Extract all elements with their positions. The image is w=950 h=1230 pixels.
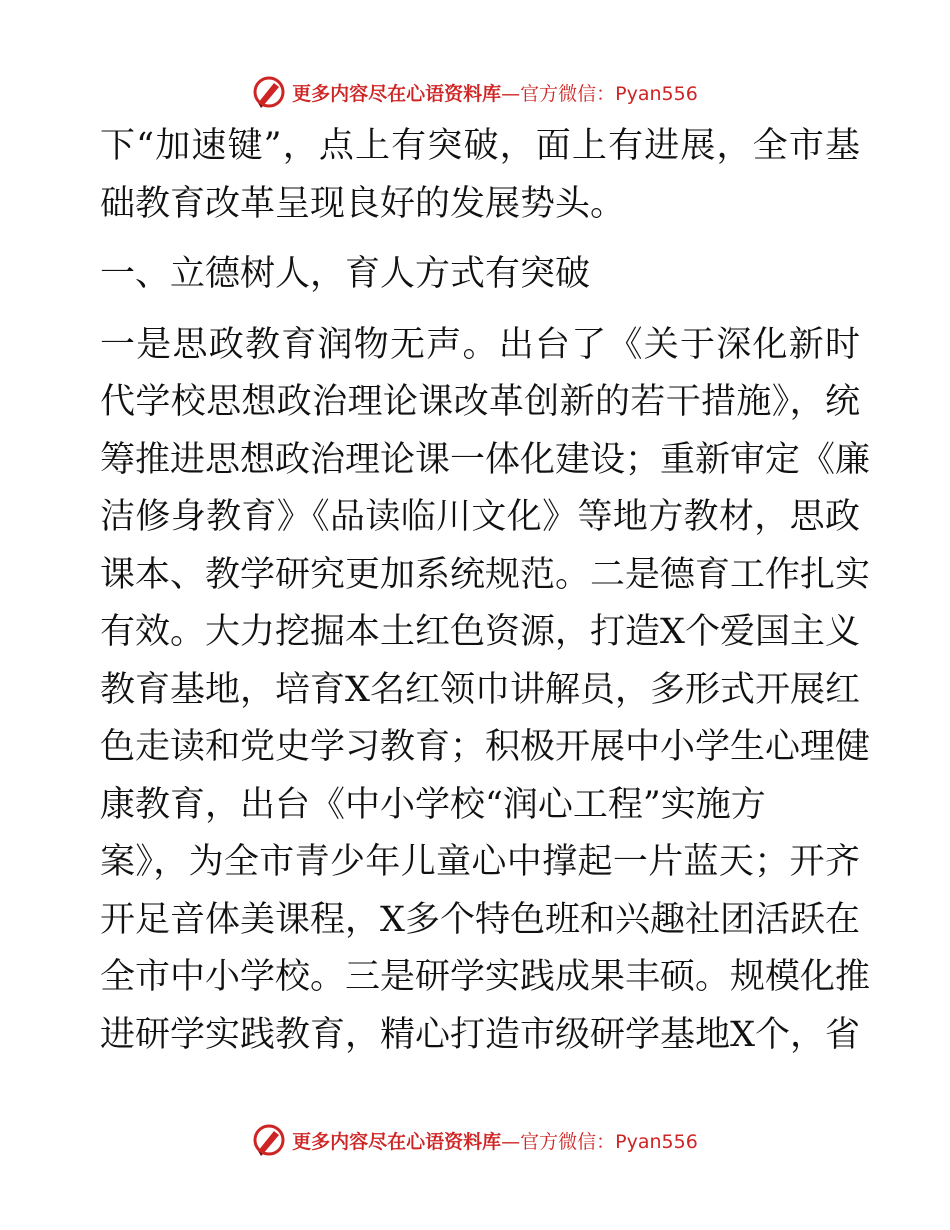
body-line-15: 全市中小学校。三是研学实践成果丰硕。规模化推 (100, 957, 871, 997)
header-banner-wechat: 官方微信：Pyan556 (520, 82, 698, 105)
header-banner (0, 72, 950, 112)
body-line-14: 开足音体美课程，X多个特色班和兴趣社团活跃在 (100, 899, 860, 940)
header-banner-title: 更多内容尽在心语资料库 (292, 82, 502, 105)
header-banner-separator: — (501, 82, 521, 105)
header-banner-text (292, 79, 698, 106)
body-line-13: 案》，为全市青少年儿童心中撑起一片蓝天；开齐 (100, 842, 860, 882)
body-line-10: 教育基地，培育X名红领巾讲解员，多形式开展红 (100, 669, 860, 710)
footer-banner-text (292, 1127, 698, 1154)
body-line-8: 课本、教学研究更加系统规范。二是德育工作扎实 (100, 554, 871, 595)
pen-logo-icon (252, 1123, 286, 1157)
body-line-2: 础教育改革呈现良好的发展势头。 (100, 183, 626, 224)
footer-banner-wechat: 官方微信：Pyan556 (520, 1130, 698, 1153)
section-heading: 一、立德树人，育人方式有突破 (100, 254, 591, 294)
body-line-4: 一是思政教育润物无声。出台了《关于深化新时 (100, 324, 860, 365)
body-line-6: 筹推进思想政治理论课一体化建设；重新审定《廉 (100, 439, 871, 480)
footer-banner-separator: — (501, 1130, 521, 1153)
document-body (100, 118, 871, 1064)
footer-banner (0, 1120, 950, 1160)
body-line-16: 进研学实践教育，精心打造市级研学基地X个，省 (100, 1014, 860, 1055)
pen-logo-icon (252, 75, 286, 109)
body-line-11: 色走读和党史学习教育；积极开展中小学生心理健 (100, 727, 871, 767)
body-line-1: 下“加速键”，点上有突破，面上有进展，全市基 (100, 126, 860, 166)
body-line-7: 洁修身教育》《品读临川文化》等地方教材，思政 (100, 497, 860, 537)
footer-banner-title: 更多内容尽在心语资料库 (292, 1130, 502, 1153)
body-line-9: 有效。大力挖掘本土红色资源，打造X个爱国主义 (100, 612, 860, 652)
body-line-5: 代学校思想政治理论课改革创新的若干措施》，统 (100, 382, 860, 422)
body-line-12: 康教育，出台《中小学校“润心工程”实施方 (100, 784, 766, 825)
